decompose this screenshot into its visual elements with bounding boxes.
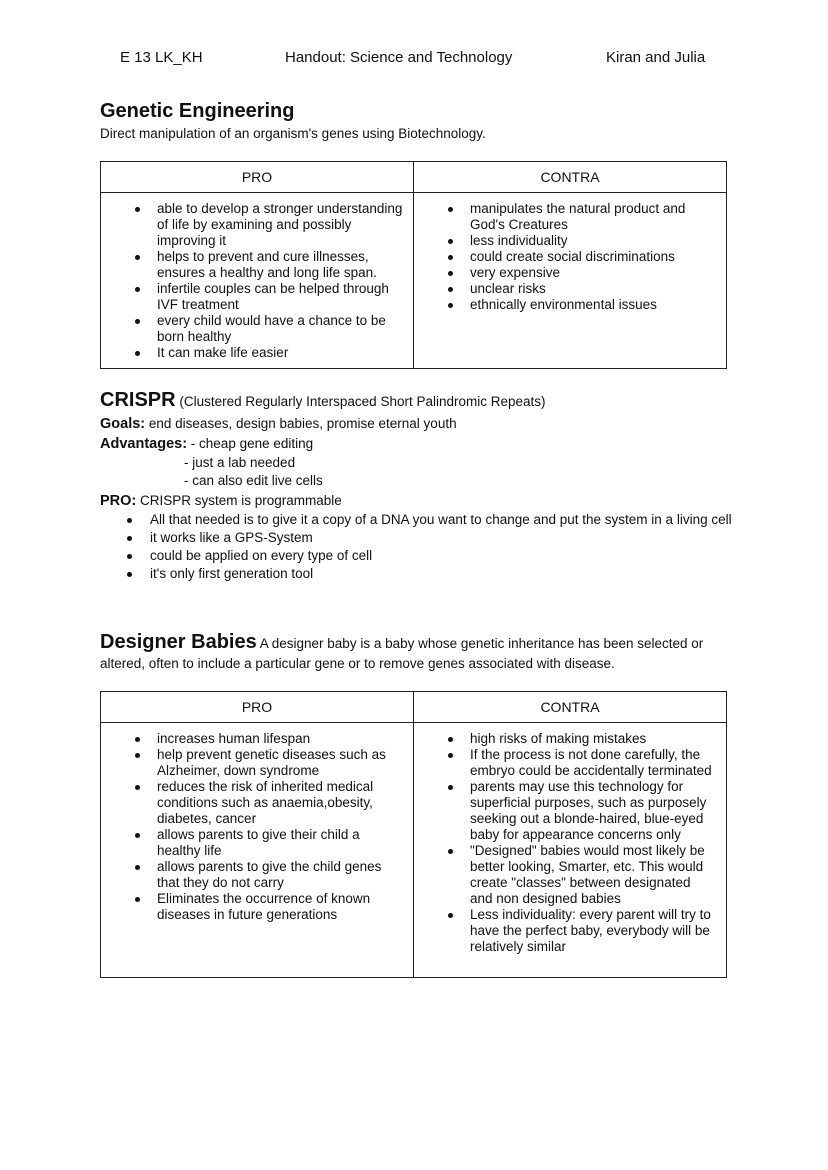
pro-cell [101,193,414,369]
designer-babies-title: Designer Babies [100,631,257,653]
list-item: allows parents to give their child a healthy life [157,827,403,859]
advantages-label: Advantages: [100,436,188,452]
designer-babies-definition: A designer baby is a baby whose genetic inheritance has been selected or altered, often to include a particular gene or to remove genes associated with disease. [100,636,704,671]
list-item: it works like a GPS-System [150,529,740,547]
list-item: increases human lifespan [157,731,403,747]
contra-header: CONTRA [414,692,727,723]
pro-header: PRO [101,692,414,723]
advantage-item: - can also edit live cells [184,473,323,488]
contra-header: CONTRA [414,162,727,193]
list-item: "Designed" babies would most likely be better looking, Smarter, etc. This would create "classes" between designated and non designed babies [470,843,716,907]
list-item: allows parents to give the child genes that they do not carry [157,859,403,891]
list-item: it's only first generation tool [150,565,740,583]
handout-title: Handout: Science and Technology [285,49,513,66]
advantage-item: - just a lab needed [184,455,296,470]
genetic-engineering-title: Genetic Engineering [100,100,295,122]
crispr-pro-list [150,511,740,583]
crispr-heading [100,389,546,412]
list-item: Less individuality: every parent will try to have the perfect baby, everybody will be relatively similar [470,907,716,955]
pro-cell [101,723,414,978]
designer-babies-intro [100,632,740,674]
list-item: Eliminates the occurrence of known diseases in future generations [157,891,403,923]
list-item: could be applied on every type of cell [150,547,740,565]
list-item: unclear risks [470,281,716,297]
crispr-expansion: (Clustered Regularly Interspaced Short Palindromic Repeats) [179,394,546,409]
list-item: every child would have a chance to be born healthy [157,313,403,345]
genetic-engineering-definition: Direct manipulation of an organism's genes using Biotechnology. [100,126,486,141]
list-item: helps to prevent and cure illnesses, ensures a healthy and long life span. [157,249,403,281]
list-item: high risks of making mistakes [470,731,716,747]
list-item: manipulates the natural product and God's Creatures [470,201,716,233]
list-item: If the process is not done carefully, the embryo could be accidentally terminated [470,747,716,779]
list-item: could create social discriminations [470,249,716,265]
list-item: reduces the risk of inherited medical conditions such as anaemia,obesity, diabetes, cancer [157,779,403,827]
course-code: E 13 LK_KH [120,49,203,66]
authors: Kiran and Julia [606,49,706,66]
crispr-goals [100,416,457,432]
list-item: less individuality [470,233,716,249]
list-item: It can make life easier [157,345,403,361]
list-item: very expensive [470,265,716,281]
genetic-engineering-table [100,161,727,369]
page-header [0,49,828,69]
pro-label: PRO: [100,493,137,509]
contra-cell [414,723,727,978]
crispr-advantages [100,436,313,452]
list-item: infertile couples can be helped through IVF treatment [157,281,403,313]
list-item: help prevent genetic diseases such as Alzheimer, down syndrome [157,747,403,779]
advantage-item: - cheap gene editing [190,436,314,451]
crispr-pro [100,493,342,509]
list-item: parents may use this technology for superficial purposes, such as purposely seeking out a blonde-haired, blue-eyed baby for appearance concerns only [470,779,716,843]
list-item: All that needed is to give it a copy of a DNA you want to change and put the system in a living cell [150,511,740,529]
pro-header: PRO [101,162,414,193]
list-item: ethnically environmental issues [470,297,716,313]
designer-babies-table [100,691,727,978]
contra-cell [414,193,727,369]
list-item: able to develop a stronger understanding of life by examining and possibly improving it [157,201,403,248]
pro-text: CRISPR system is programmable [140,493,342,508]
goals-label: Goals: [100,416,146,432]
goals-text: end diseases, design babies, promise eternal youth [148,416,457,431]
crispr-title: CRISPR [100,389,176,411]
